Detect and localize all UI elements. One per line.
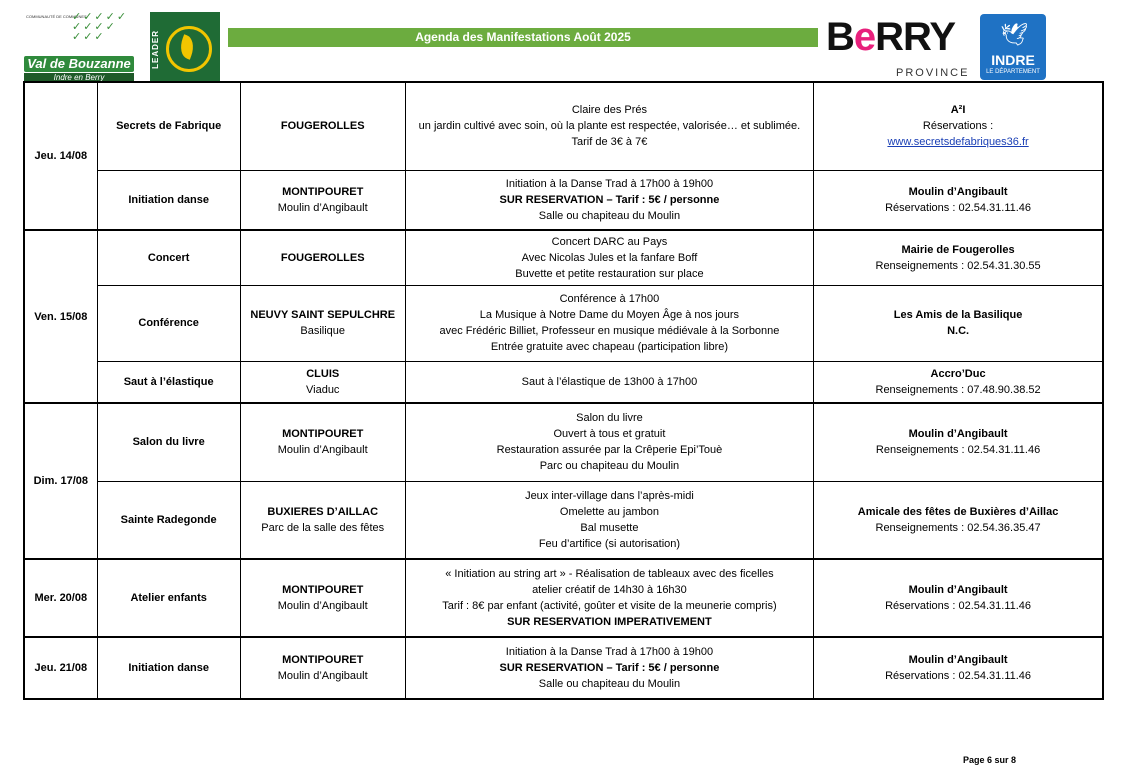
bird-icon: 🕊 (1000, 22, 1028, 47)
location-cell: NEUVY SAINT SEPULCHRE Basilique (240, 285, 405, 361)
organizer-cell: Les Amis de la Basilique N.C. (814, 285, 1103, 361)
table-row (24, 637, 1103, 699)
description-cell: Conférence à 17h00 La Musique à Notre Dame du Moyen Âge à nos jours avec Frédéric Billiet, Professeur en musique médiévale à la Sorbonne Entrée gratuite avec chapeau (participation libre) (405, 285, 813, 361)
organizer-cell: Moulin d’Angibault Renseignements : 02.54.31.11.46 (814, 403, 1103, 481)
activity-cell: Sainte Radegonde (97, 481, 240, 559)
table-row (24, 285, 1103, 361)
table-row (24, 230, 1103, 285)
indre-departement-logo: 🕊 INDRE LE DÉPARTEMENT (980, 14, 1046, 80)
location-cell: BUXIERES D’AILLAC Parc de la salle des fêtes (240, 481, 405, 559)
page-number: Page 6 sur 8 (963, 755, 1017, 765)
location-cell: MONTIPOURET Moulin d’Angibault (240, 403, 405, 481)
organizer-cell: Moulin d’Angibault Réservations : 02.54.31.11.46 (814, 637, 1103, 699)
organizer-cell: Mairie de Fougerolles Renseignements : 02.54.31.30.55 (814, 230, 1103, 285)
berry-province-logo: BeRRY PROVINCE (826, 15, 970, 79)
check-marks-icon: ✓✓✓✓✓ ✓✓✓✓ ✓✓✓ (72, 11, 129, 43)
activity-cell: Secrets de Fabrique (97, 82, 240, 170)
activity-cell: Salon du livre (97, 403, 240, 481)
date-cell: Mer. 20/08 (24, 559, 97, 637)
table-row (24, 82, 1103, 170)
description-cell: Saut à l’élastique de 13h00 à 17h00 (405, 361, 813, 403)
table-row (24, 403, 1103, 481)
location-cell: FOUGEROLLES (240, 230, 405, 285)
date-cell: Jeu. 14/08 (24, 82, 97, 230)
location-cell: MONTIPOURET Moulin d’Angibault (240, 170, 405, 230)
organizer-cell: A²I Réservations : www.secretsdefabriques36.fr (814, 82, 1103, 170)
agenda-table (23, 81, 1104, 700)
date-cell: Jeu. 21/08 (24, 637, 97, 699)
activity-cell: Conférence (97, 285, 240, 361)
description-cell: Initiation à la Danse Trad à 17h00 à 19h00 SUR RESERVATION – Tarif : 5€ / personne Salle ou chapiteau du Moulin (405, 170, 813, 230)
description-cell: Concert DARC au Pays Avec Nicolas Jules et la fanfare Boff Buvette et petite restauration sur place (405, 230, 813, 285)
description-cell: Initiation à la Danse Trad à 17h00 à 19h00 SUR RESERVATION – Tarif : 5€ / personne Salle ou chapiteau du Moulin (405, 637, 813, 699)
activity-cell: Concert (97, 230, 240, 285)
description-cell: Jeux inter-village dans l’après-midi Omelette au jambon Bal musette Feu d’artifice (si autorisation) (405, 481, 813, 559)
table-row (24, 559, 1103, 637)
activity-cell: Initiation danse (97, 170, 240, 230)
description-cell: Salon du livre Ouvert à tous et gratuit Restauration assurée par la Crêperie Epi’Touè Parc ou chapiteau du Moulin (405, 403, 813, 481)
location-cell: CLUIS Viaduc (240, 361, 405, 403)
val-de-bouzanne-logo: COMMUNAUTÉ DE COMMUNES ✓✓✓✓✓ ✓✓✓✓ ✓✓✓ Val de Bouzanne Indre en Berry (22, 10, 140, 82)
description-cell: « Initiation au string art » - Réalisation de tableaux avec des ficelles atelier créatif de 14h30 à 16h30 Tarif : 8€ par enfant (activité, goûter et visite de la meunerie compris) SUR RESERVATION IMPERATIVEMENT (405, 559, 813, 637)
location-cell: FOUGEROLLES (240, 82, 405, 170)
table-row (24, 481, 1103, 559)
website-link[interactable]: www.secretsdefabriques36.fr (887, 136, 1029, 149)
page-title: Agenda des Manifestations Août 2025 (228, 28, 818, 47)
description-cell: Claire des Prés un jardin cultivé avec soin, où la plante est respectée, valorisée… et sublimée. Tarif de 3€ à 7€ (405, 82, 813, 170)
organizer-cell: Accro’Duc Renseignements : 07.48.90.38.52 (814, 361, 1103, 403)
activity-cell: Atelier enfants (97, 559, 240, 637)
location-cell: MONTIPOURET Moulin d’Angibault (240, 559, 405, 637)
activity-cell: Saut à l’élastique (97, 361, 240, 403)
table-row (24, 170, 1103, 230)
date-cell: Dim. 17/08 (24, 403, 97, 559)
organizer-cell: Amicale des fêtes de Buxières d’Aillac Renseignements : 02.54.36.35.47 (814, 481, 1103, 559)
activity-cell: Initiation danse (97, 637, 240, 699)
table-row (24, 361, 1103, 403)
organizer-cell: Moulin d’Angibault Réservations : 02.54.31.11.46 (814, 170, 1103, 230)
date-cell: Ven. 15/08 (24, 230, 97, 403)
organizer-cell: Moulin d’Angibault Réservations : 02.54.31.11.46 (814, 559, 1103, 637)
leader-logo: LEADER (150, 12, 220, 82)
location-cell: MONTIPOURET Moulin d’Angibault (240, 637, 405, 699)
